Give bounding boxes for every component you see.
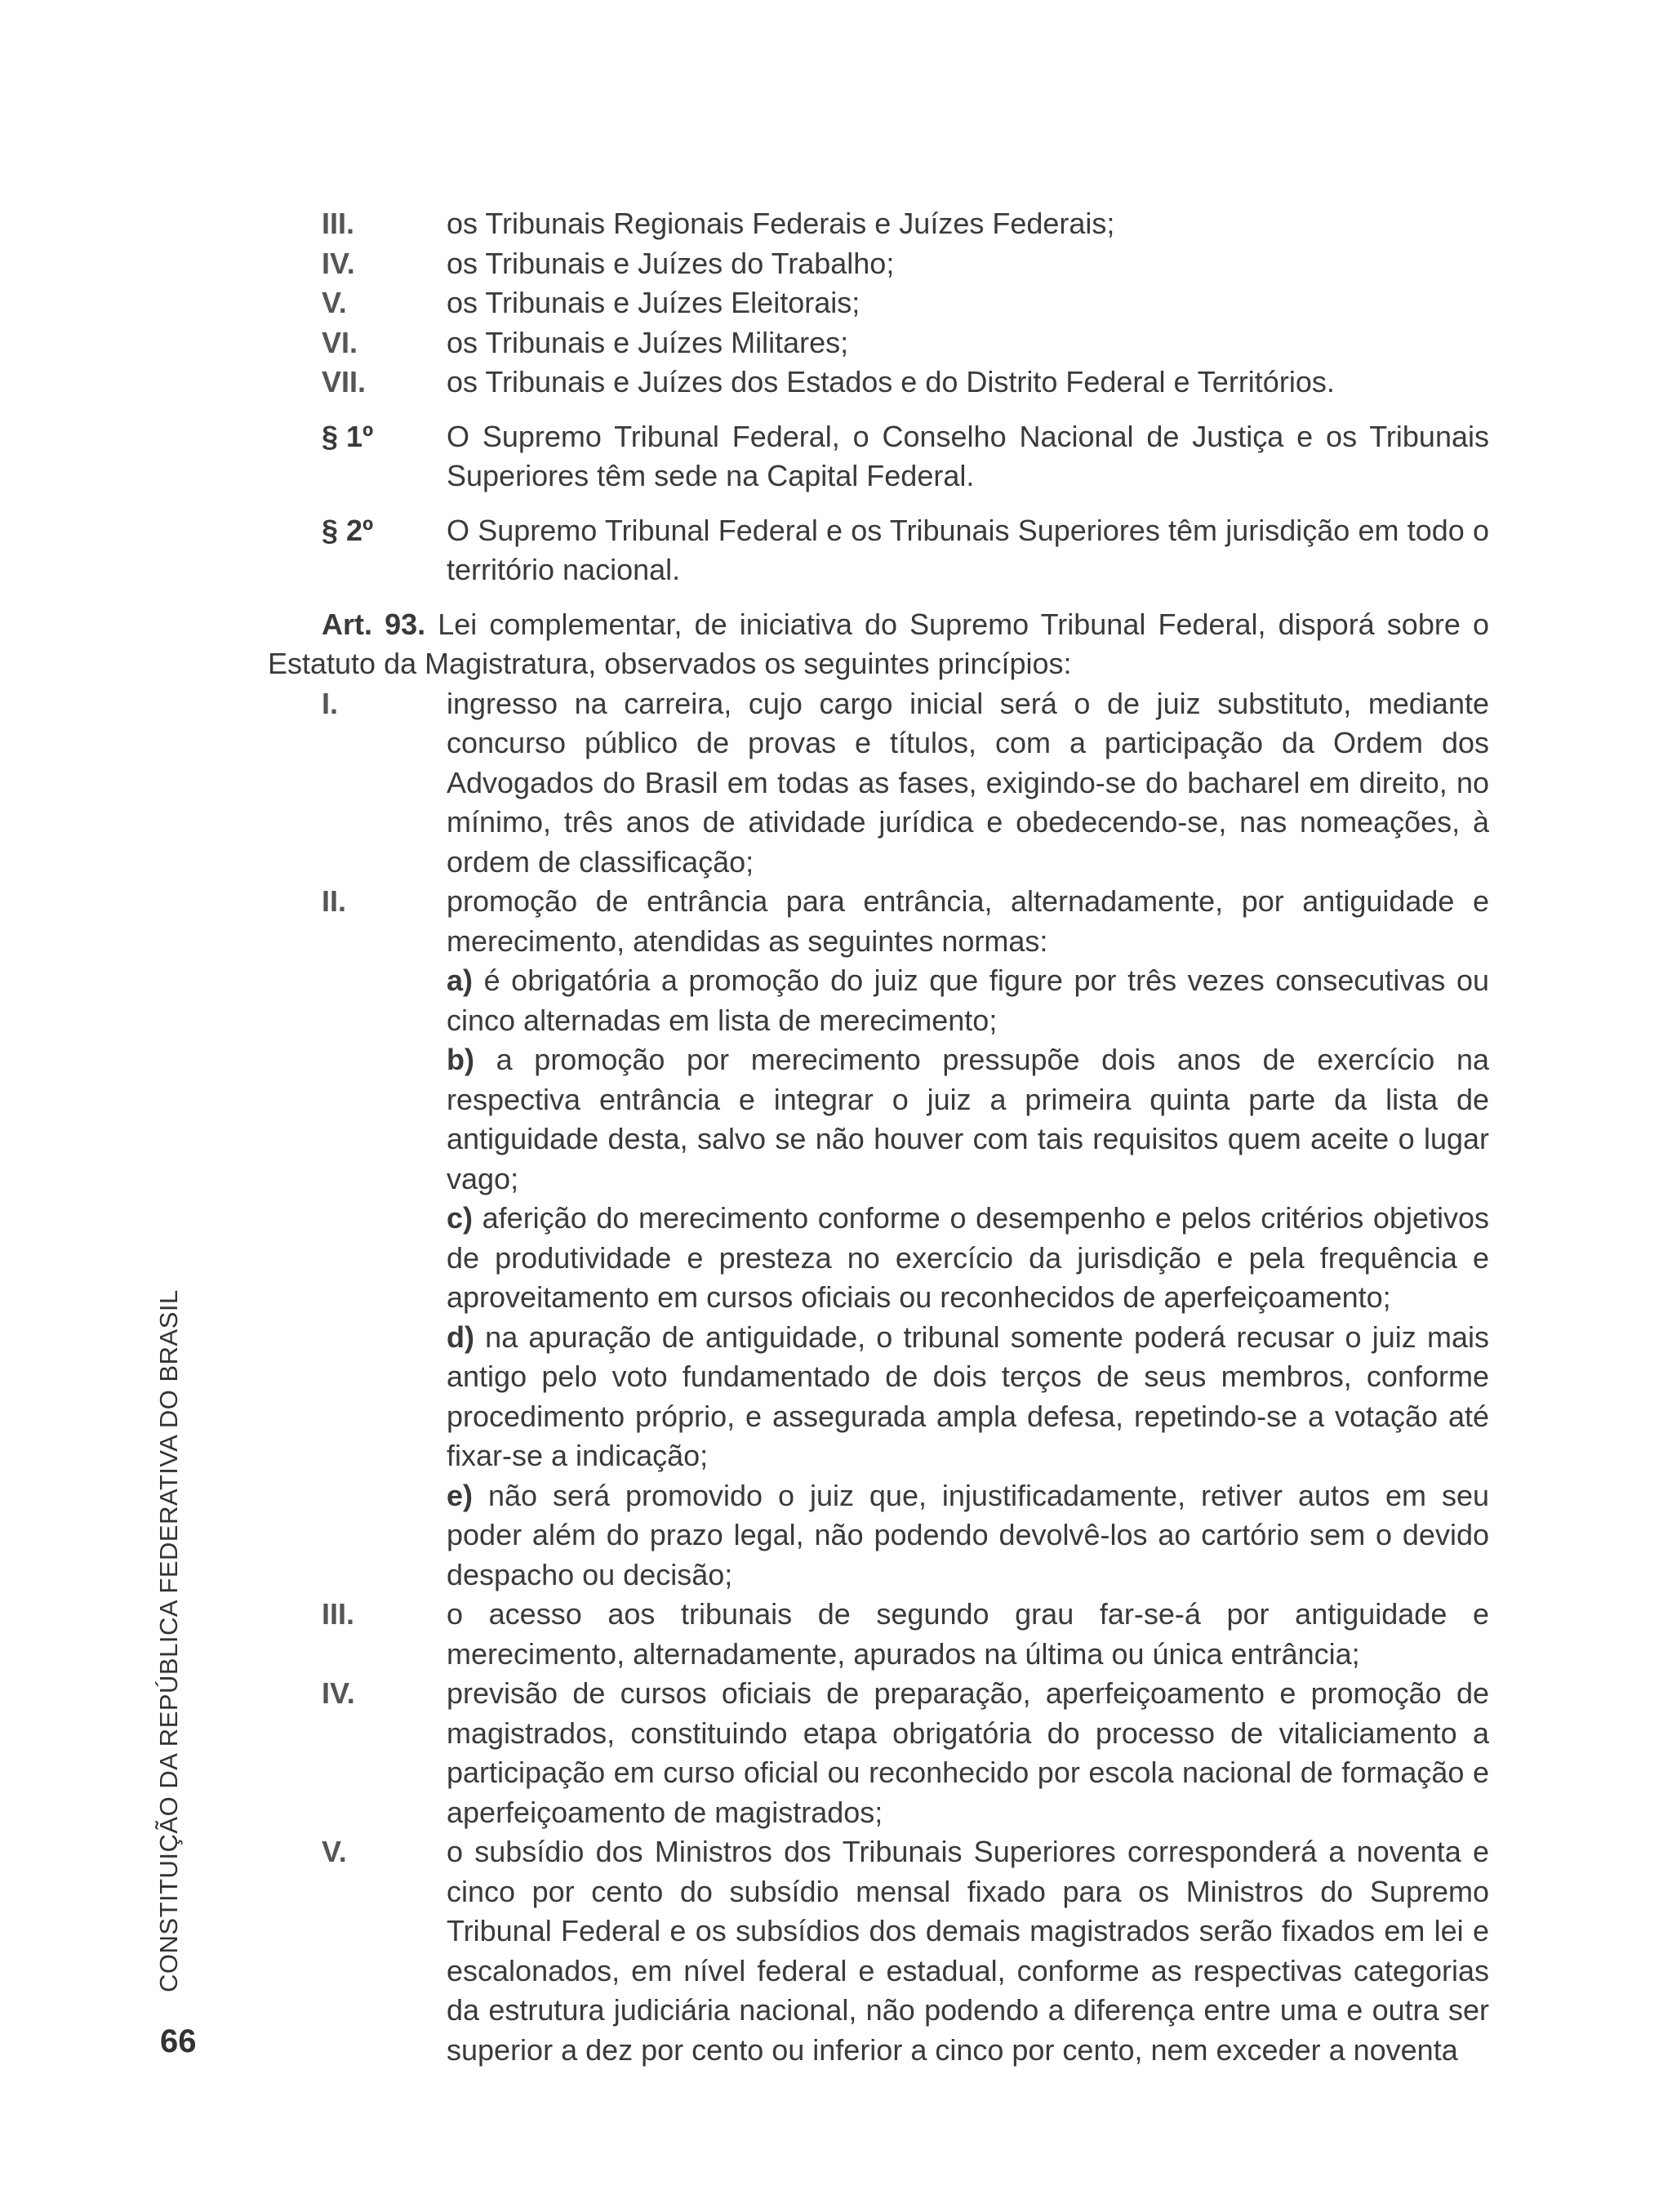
item-text: promoção de entrância para entrância, alternadamente, por antiguidade e merecimento, atendidas as seguintes normas: bbox=[447, 884, 1489, 958]
item-number: IV. bbox=[322, 246, 355, 280]
article-label: Art. 93. bbox=[322, 607, 426, 641]
subitem bbox=[447, 961, 1489, 1040]
list-item bbox=[268, 244, 1489, 284]
list-item bbox=[268, 323, 1489, 363]
subitem-text: na apuração de antiguidade, o tribunal somente poderá recusar o juiz mais antigo pelo voto fundamentado de dois terços de seus membros, conforme procedimento próprio, e assegurada ampla defesa, repetindo-se a votação até fixar-se a indicação; bbox=[447, 1320, 1489, 1472]
paragraph-number: § 1º bbox=[322, 419, 374, 453]
item-number: I. bbox=[322, 686, 339, 720]
list-item bbox=[268, 283, 1489, 323]
subitem-text: aferição do merecimento conforme o desempenho e pelos critérios objetivos de produtividade e presteza no exercício da jurisdição e pela frequência e aproveitamento em cursos oficiais ou reconhecidos de aperfeiçoamento; bbox=[447, 1201, 1489, 1314]
list-item bbox=[268, 363, 1489, 403]
item-number: VII. bbox=[322, 365, 367, 398]
subitem bbox=[447, 1199, 1489, 1318]
article-93 bbox=[268, 605, 1489, 684]
paragraph-2 bbox=[268, 511, 1489, 590]
item-number: III. bbox=[322, 207, 355, 240]
paragraph-text: O Supremo Tribunal Federal, o Conselho Nacional de Justiça e os Tribunais Superiores têm sede na Capital Federal. bbox=[447, 419, 1489, 492]
list-item bbox=[268, 1595, 1489, 1674]
list-item bbox=[268, 684, 1489, 883]
item-number: V. bbox=[322, 286, 347, 319]
side-running-title: CONSTITUIÇÃO DA REPÚBLICA FEDERATIVA DO BRASIL bbox=[154, 1289, 183, 1992]
list-item bbox=[268, 1832, 1489, 2070]
item-text: ingresso na carreira, cujo cargo inicial será o de juiz substituto, mediante concurso público de provas e títulos, com a participação da Ordem dos Advogados do Brasil em todas as fases, exigindo-se do bacharel em direito, no mínimo, três anos de atividade jurídica e obedecendo-se, nas nomeações, à ordem de classificação; bbox=[447, 686, 1489, 879]
subitem-text: não será promovido o juiz que, injustificadamente, retiver autos em seu poder além do prazo legal, não podendo devolvê-los ao cartório sem o devido despacho ou decisão; bbox=[447, 1478, 1489, 1591]
article-text: Lei complementar, de iniciativa do Supremo Tribunal Federal, disporá sobre o Estatuto da Magistratura, observados os seguintes princípios: bbox=[268, 607, 1489, 680]
item-number: V. bbox=[322, 1835, 347, 1868]
item-number: IV. bbox=[322, 1676, 355, 1710]
item-text: o subsídio dos Ministros dos Tribunais Superiores corresponderá a noventa e cinco por cento do subsídio mensal fixado para os Ministros do Supremo Tribunal Federal e os subsídios dos demais magistrados serão fixados em lei e escalonados, em nível federal e estadual, conforme as respectivas categorias da estrutura judiciária nacional, não podendo a diferença entre uma e outra ser superior a dez por cento ou inferior a cinco por cento, nem exceder a noventa bbox=[447, 1835, 1489, 2067]
item-text: previsão de cursos oficiais de preparação, aperfeiçoamento e promoção de magistrados, constituindo etapa obrigatória do processo de vitaliciamento a participação em curso oficial ou reconhecido por escola nacional de formação e aperfeiçoamento de magistrados; bbox=[447, 1676, 1489, 1829]
subitem bbox=[447, 1318, 1489, 1476]
item-text: o acesso aos tribunais de segundo grau far-se-á por antiguidade e merecimento, alternadamente, apurados na última ou única entrância; bbox=[447, 1597, 1489, 1671]
item-number: II. bbox=[322, 884, 347, 918]
item-text: os Tribunais Regionais Federais e Juízes Federais; bbox=[447, 207, 1115, 240]
paragraph-text: O Supremo Tribunal Federal e os Tribunais Superiores têm jurisdição em todo o território nacional. bbox=[447, 513, 1489, 586]
subitem-text: a promoção por merecimento pressupõe dois anos de exercício na respectiva entrância e integrar o juiz a primeira quinta parte da lista de antiguidade desta, salvo se não houver com tais requisitos quem aceite o lugar vago; bbox=[447, 1043, 1489, 1195]
subitem-letter: e) bbox=[447, 1478, 474, 1512]
subitem bbox=[447, 1040, 1489, 1199]
paragraph-1 bbox=[268, 417, 1489, 496]
item-number: VI. bbox=[322, 325, 358, 359]
item-text: os Tribunais e Juízes dos Estados e do Distrito Federal e Territórios. bbox=[447, 365, 1335, 398]
item-text: os Tribunais e Juízes Militares; bbox=[447, 325, 849, 359]
list-item bbox=[268, 204, 1489, 244]
page-number: 66 bbox=[160, 2023, 197, 2059]
item-text: os Tribunais e Juízes Eleitorais; bbox=[447, 286, 860, 319]
subitem-letter: c) bbox=[447, 1201, 474, 1235]
subitem bbox=[447, 1476, 1489, 1596]
list-item bbox=[268, 1674, 1489, 1832]
item-number: III. bbox=[322, 1597, 355, 1631]
paragraph-number: § 2º bbox=[322, 513, 374, 547]
subitem-letter: a) bbox=[447, 964, 474, 997]
main-text bbox=[268, 204, 1489, 2070]
item-text: os Tribunais e Juízes do Trabalho; bbox=[447, 246, 895, 280]
subitem-letter: d) bbox=[447, 1320, 474, 1354]
subitem-text: é obrigatória a promoção do juiz que figure por três vezes consecutivas ou cinco alternadas em lista de merecimento; bbox=[447, 964, 1489, 1037]
list-item bbox=[268, 882, 1489, 961]
subitem-letter: b) bbox=[447, 1043, 474, 1076]
